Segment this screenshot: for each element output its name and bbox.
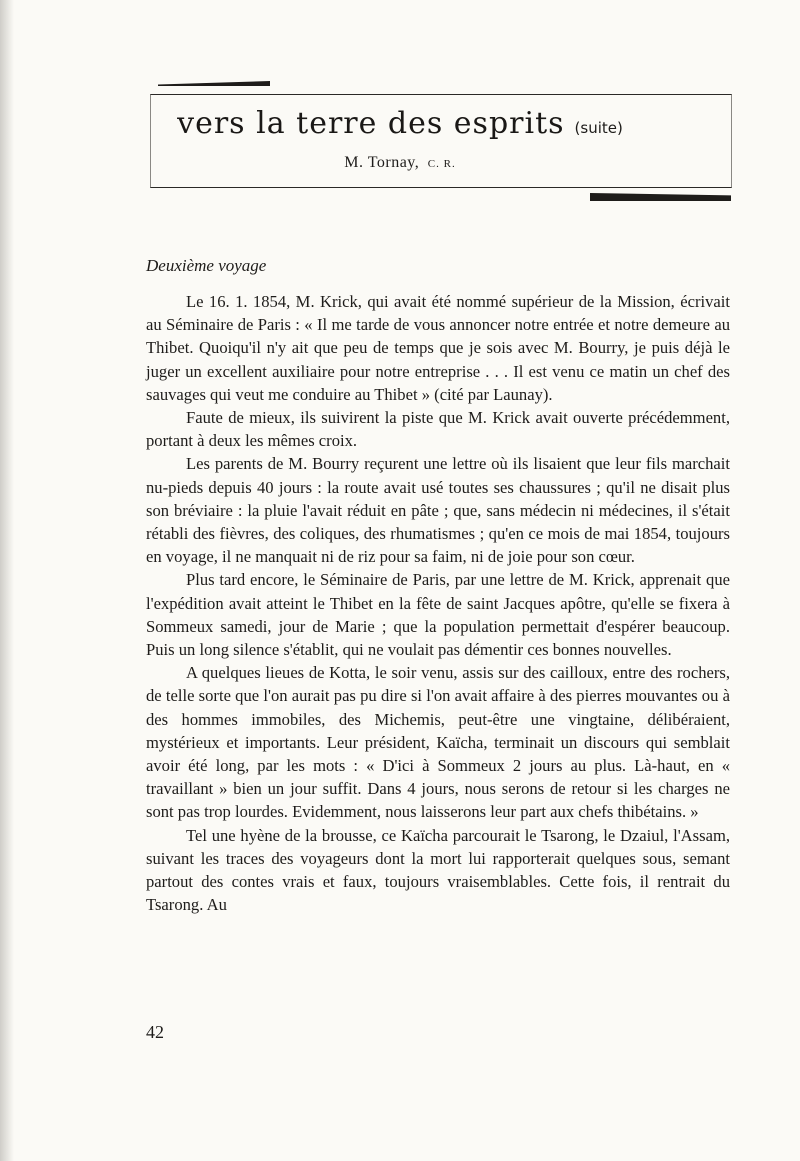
paragraph: Plus tard encore, le Séminaire de Paris, par une lettre de M. Krick, apprenait que l'expédition avait atteint le Thibet en la fête de saint Jacques apôtre, qu'elle se fixera à Sommeux samedi, jour de Marie ; que la population permettait d'espérer beaucoup. Puis un long silence s'établit, qui ne voulait pas démentir ces bonnes nouvelles. <box>146 570 730 660</box>
author-line <box>0 154 800 172</box>
section-heading: Deuxième voyage <box>146 256 267 275</box>
paragraph: Le 16. 1. 1854, M. Krick, qui avait été nommé supérieur de la Mission, écrivait au Séminaire de Paris : « Il me tarde de vous annoncer notre entrée et notre demeure au Thibet. Quoiqu'il n'y ait que peu de temps que je sois avec M. Bourry, je puis déjà le juger un excellent auxiliaire pour notre entreprise . . . Il est venu ce matin un chef des sauvages qui veut me conduire au Thibet » (cité par Launay). <box>146 292 730 404</box>
paragraph: Tel une hyène de la brousse, ce Kaïcha parcourait le Tsarong, le Dzaiul, l'Assam, suivant les traces des voyageurs dont la mort lui rapporterait quelques sous, semant partout des contes vrais et faux, toujours vraisemblables. Cette fois, il rentrait du Tsarong. Au <box>146 825 730 915</box>
paragraph: Les parents de M. Bourry reçurent une lettre où ils lisaient que leur fils marchait nu-pieds depuis 40 jours : la route avait usé toutes ses chaussures ; qu'il ne disait plus son bréviaire : la pluie l'avait réduit en pâte ; que, sans médecin ni médecines, il s'était rétabli des fièvres, des coliques, des rhumatismes ; qu'en ce mois de mai 1854, toujours en voyage, il ne manquait ni de riz pour sa faim, ni de joie pour son cœur. <box>146 454 730 567</box>
paragraph: Faute de mieux, ils suivirent la piste que M. Krick avait ouverte précédemment, portant à deux les mêmes croix. <box>146 408 730 451</box>
title-ornament-bottom <box>590 193 731 201</box>
page-number: 42 <box>146 1022 164 1042</box>
article-body <box>146 256 730 916</box>
author-affiliation: C. R. <box>427 158 456 170</box>
paragraph: A quelques lieues de Kotta, le soir venu, assis sur des cailloux, entre des rochers, de telle sorte que l'on aurait pas pu dire si l'on avait affaire à des pierres mouvantes ou à des hommes immobiles, des Michemis, peut-être une vingtaine, délibéraient, mystérieux et importants. Leur président, Kaïcha, terminait un discours qui semblait avoir été long, par les mots : « D'ici à Sommeux 2 jours au plus. Là-haut, en « travaillant » bien un jour suffit. Dans 4 jours, nous serons de retour si les charges ne sont pas trop lourdes. Evidemment, nous laisserons leur part aux chefs thibétains. » <box>146 663 730 822</box>
article-title <box>0 106 800 141</box>
page-edge-shadow <box>0 0 14 1161</box>
author-name: M. Tornay, <box>344 154 420 171</box>
article-title-suite: (suite) <box>574 119 623 137</box>
article-title-text: vers la terre des esprits <box>177 106 565 141</box>
title-ornament-top <box>158 81 270 86</box>
